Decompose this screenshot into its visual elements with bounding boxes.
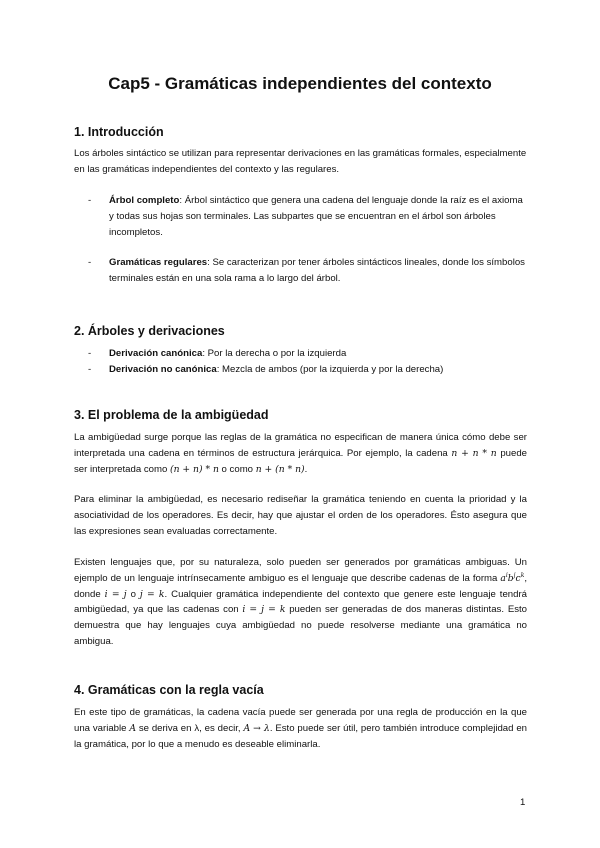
list-item-text: : Se caracterizan por tener árboles sintácticos lineales, donde los símbolos terminales están en una sola rama a lo largo del árbol. xyxy=(109,257,525,284)
paragraph: Existen lenguajes que, por su naturaleza, solo pueden ser generados por gramáticas ambiguas. Un ejemplo de un lenguaje intrínsecamente ambiguo es el lenguaje que describe cadenas de la forma $a^ib^jc^k$, donde i = j o j = k. Cualquier gramática independiente del contexto que genere este lenguaje tendrá ambigüedad, ya que las cadenas con i = j = k pueden ser generadas de dos maneras distintas. Esto demuestra que hay lenguajes cuya ambigüedad no puede resolverse mediante una gramática no ambigua. xyxy=(74,557,528,647)
list-item-text: : Por la derecha o por la izquierda xyxy=(202,348,347,359)
math-expression: i = j = k xyxy=(242,604,286,616)
math-expression: $a^ib^jc^k$ xyxy=(500,571,525,584)
math-expression: n + n * n xyxy=(451,447,497,459)
math-expression: A → λ xyxy=(243,722,270,734)
page-title: Cap5 - Gramáticas independientes del contexto xyxy=(108,74,492,93)
list-item-text: : Mezcla de ambos (por la izquierda y por la derecha) xyxy=(216,364,444,375)
math-expression: (n + n) * n xyxy=(169,463,219,475)
math-expression: j = k xyxy=(139,588,165,600)
bullet-dash: - xyxy=(88,257,92,268)
list-item-term: Gramáticas regulares xyxy=(109,257,208,268)
page-number: 1 xyxy=(520,797,526,808)
list-item-term: Derivación no canónica xyxy=(109,364,217,375)
paragraph: En este tipo de gramáticas, la cadena vacía puede ser generada por una regla de producción en la que una variable A se deriva en λ, es decir, A → λ. Esto puede ser útil, pero también introduce complejidad en la gramática, por lo que a menudo es deseable eliminarla. xyxy=(74,707,528,750)
list-item-term: Derivación canónica xyxy=(109,348,203,359)
section-heading-introduccion: 1. Introducción xyxy=(74,125,164,139)
bullet-dash: - xyxy=(88,195,92,206)
bullet-dash: - xyxy=(88,348,92,359)
math-expression: n + (n * n) xyxy=(255,463,305,475)
bullet-dash: - xyxy=(88,364,92,375)
math-expression: A xyxy=(129,722,136,734)
list-item-term: Árbol completo xyxy=(109,195,180,206)
list-item-text: : Árbol sintáctico que genera una cadena del lenguaje donde la raíz es el axioma y todas sus hojas son terminales. Las subpartes que se encuentran en el árbol son árboles incompletos. xyxy=(109,195,523,238)
section-heading-ambiguedad: 3. El problema de la ambigüedad xyxy=(74,408,269,422)
math-expression: i = j xyxy=(104,588,127,600)
section-heading-arboles: 2. Árboles y derivaciones xyxy=(74,324,225,338)
section-heading-regla-vacia: 4. Gramáticas con la regla vacía xyxy=(74,683,264,697)
paragraph: Para eliminar la ambigüedad, es necesario rediseñar la gramática teniendo en cuenta la prioridad y la asociatividad de los operadores. Es decir, hay que ajustar el orden de los operadores. Ésto asegura que las expresiones sean evaluadas correctamente. xyxy=(74,494,527,537)
paragraph: La ambigüedad surge porque las reglas de la gramática no especifican de manera única cómo debe ser interpretada una cadena en términos de estructura jerárquica. Por ejemplo, la cadena n + n * n puede ser interpretada como (n + n) * n o como n + (n * n). xyxy=(74,432,527,475)
paragraph: Los árboles sintáctico se utilizan para representar derivaciones en las gramáticas formales, especialmente en las gramáticas independientes del contexto y las regulares. xyxy=(74,148,527,175)
